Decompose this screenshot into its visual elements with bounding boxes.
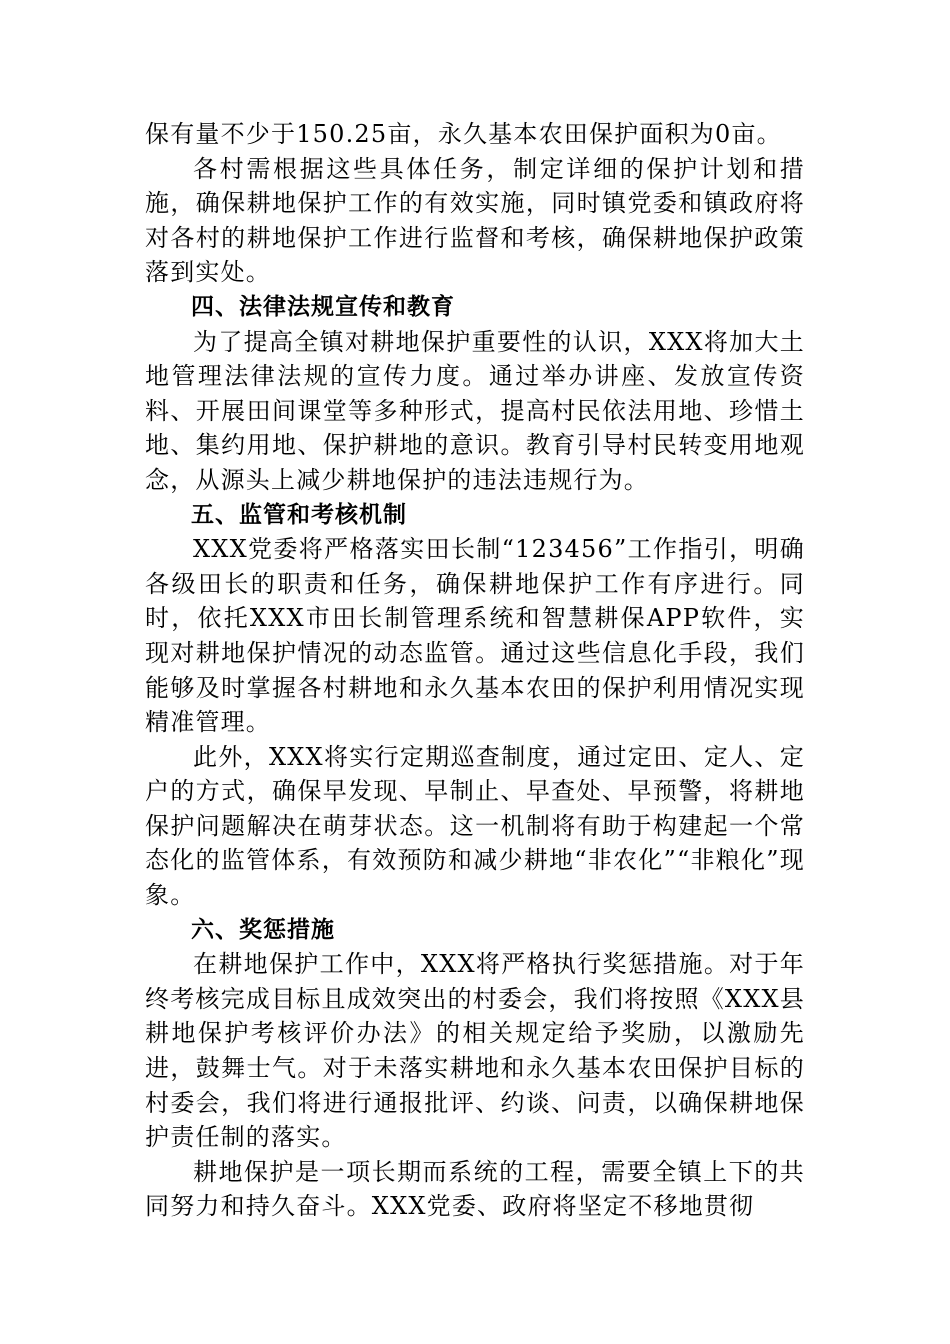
section-heading-rewards-penalties: 六、奖惩措施 bbox=[191, 916, 335, 943]
paragraph-rewards-penalties: 在耕地保护工作中，XXX将严格执行奖惩措施。对于年终考核完成目标且成效突出的村委会，我们将按照《XXX县耕地保护考核评价办法》的相关规定给予奖励，以激励先进，鼓舞士气。对于未落实耕地和永久基本农田保护目标的村委会，我们将进行通报批评、约谈、问责，以确保耕地保护责任制的落实。 bbox=[145, 950, 805, 1152]
paragraph-quota-continuation: 保有量不少于150.25亩，永久基本农田保护面积为0亩。 bbox=[145, 120, 782, 148]
paragraph-village-plans: 各村需根据这些具体任务，制定详细的保护计划和措施，确保耕地保护工作的有效实施，同时镇党委和镇政府将对各村的耕地保护工作进行监督和考核，确保耕地保护政策落到实处。 bbox=[145, 154, 805, 287]
paragraph-law-publicity: 为了提高全镇对耕地保护重要性的认识，XXX将加大土地管理法律法规的宣传力度。通过举办讲座、发放宣传资料、开展田间课堂等多种形式，提高村民依法用地、珍惜土地、集约用地、保护耕地的意识。教育引导村民转变用地观念，从源头上减少耕地保护的违法违规行为。 bbox=[145, 327, 805, 494]
section-heading-law-publicity: 四、法律法规宣传和教育 bbox=[191, 293, 455, 320]
document-body bbox=[145, 117, 805, 1224]
section-heading-supervision: 五、监管和考核机制 bbox=[191, 501, 407, 528]
paragraph-inspection-system: 此外，XXX将实行定期巡查制度，通过定田、定人、定户的方式，确保早发现、早制止、早查处、早预警，将耕地保护问题解决在萌芽状态。这一机制将有助于构建起一个常态化的监管体系，有效预防和减少耕地“非农化”“非粮化”现象。 bbox=[145, 742, 805, 910]
paragraph-field-chief-system: XXX党委将严格落实田长制“123456”工作指引，明确各级田长的职责和任务，确保耕地保护工作有序进行。同时，依托XXX市田长制管理系统和智慧耕保APP软件，实现对耕地保护情况的动态监管。通过这些信息化手段，我们能够及时掌握各村耕地和永久基本农田的保护利用情况实现精准管理。 bbox=[145, 535, 805, 737]
paragraph-conclusion: 耕地保护是一项长期而系统的工程，需要全镇上下的共同努力和持久奋斗。XXX党委、政府将坚定不移地贯彻 bbox=[145, 1157, 805, 1221]
